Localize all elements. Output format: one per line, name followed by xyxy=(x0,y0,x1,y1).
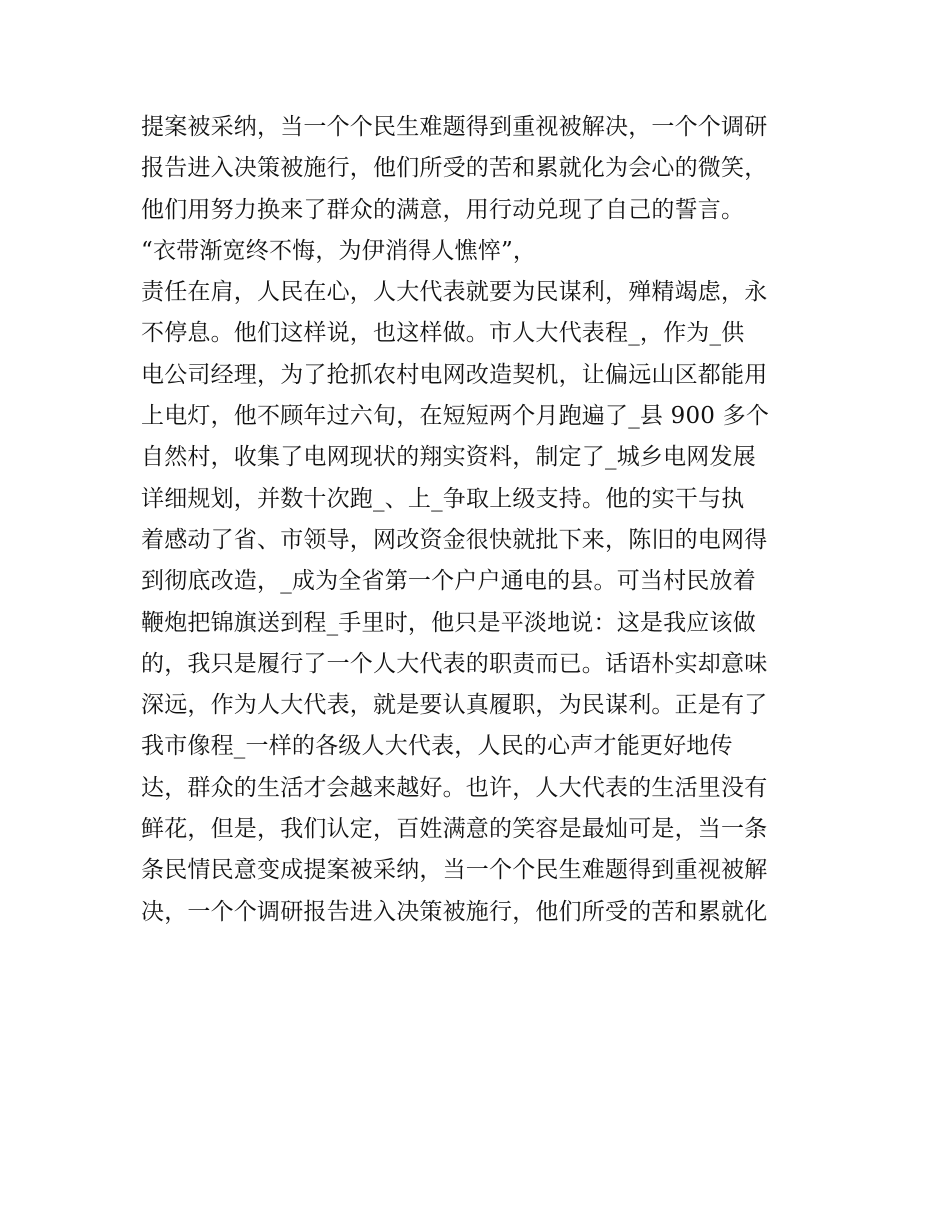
text-line: 上电灯，他不顾年过六旬，在短短两个月跑遍了_县 900 多个 xyxy=(141,403,770,430)
text-line: 条民情民意变成提案被采纳，当一个个民生难题得到重视被解 xyxy=(141,857,768,884)
text-line: 自然村，收集了电网现状的翔实资料，制定了_城乡电网发展 xyxy=(141,444,756,471)
text-line: 到彻底改造，_成为全省第一个户户通电的县。可当村民放着 xyxy=(141,568,756,595)
text-line: “衣带渐宽终不悔，为伊消得人憔悴”， xyxy=(141,237,537,264)
text-line: 鞭炮把锦旗送到程_手里时，他只是平淡地说：这是我应该做 xyxy=(141,609,756,636)
text-line: 决，一个个调研报告进入决策被施行，他们所受的苦和累就化 xyxy=(141,898,768,925)
text-line: 鲜花，但是，我们认定，百姓满意的笑容是最灿可是，当一条 xyxy=(141,816,768,843)
text-line: 不停息。他们这样说，也这样做。市人大代表程_，作为_供 xyxy=(141,320,745,347)
text-line: 责任在肩，人民在心，人大代表就要为民谋利，殚精竭虑，永 xyxy=(141,279,768,306)
text-line: 我市像程_一样的各级人大代表，人民的心声才能更好地传 xyxy=(141,733,733,760)
text-line: 深远，作为人大代表，就是要认真履职，为民谋利。正是有了 xyxy=(141,692,768,719)
text-line: 报告进入决策被施行，他们所受的苦和累就化为会心的微笑， xyxy=(141,155,768,182)
text-line: 电公司经理，为了抢抓农村电网改造契机，让偏远山区都能用 xyxy=(141,361,768,388)
text-line: 达，群众的生活才会越来越好。也许，人大代表的生活里没有 xyxy=(141,774,768,801)
text-line: 着感动了省、市领导，网改资金很快就批下来，陈旧的电网得 xyxy=(141,526,768,553)
body-text xyxy=(141,107,821,933)
text-line: 的，我只是履行了一个人大代表的职责而已。话语朴实却意味 xyxy=(141,650,768,677)
text-line: 详细规划，并数十次跑_、上_争取上级支持。他的实干与执 xyxy=(141,485,745,512)
text-line: 提案被采纳，当一个个民生难题得到重视被解决，一个个调研 xyxy=(141,114,768,140)
text-line: 他们用努力换来了群众的满意，用行动兑现了自己的誓言。 xyxy=(141,196,745,223)
